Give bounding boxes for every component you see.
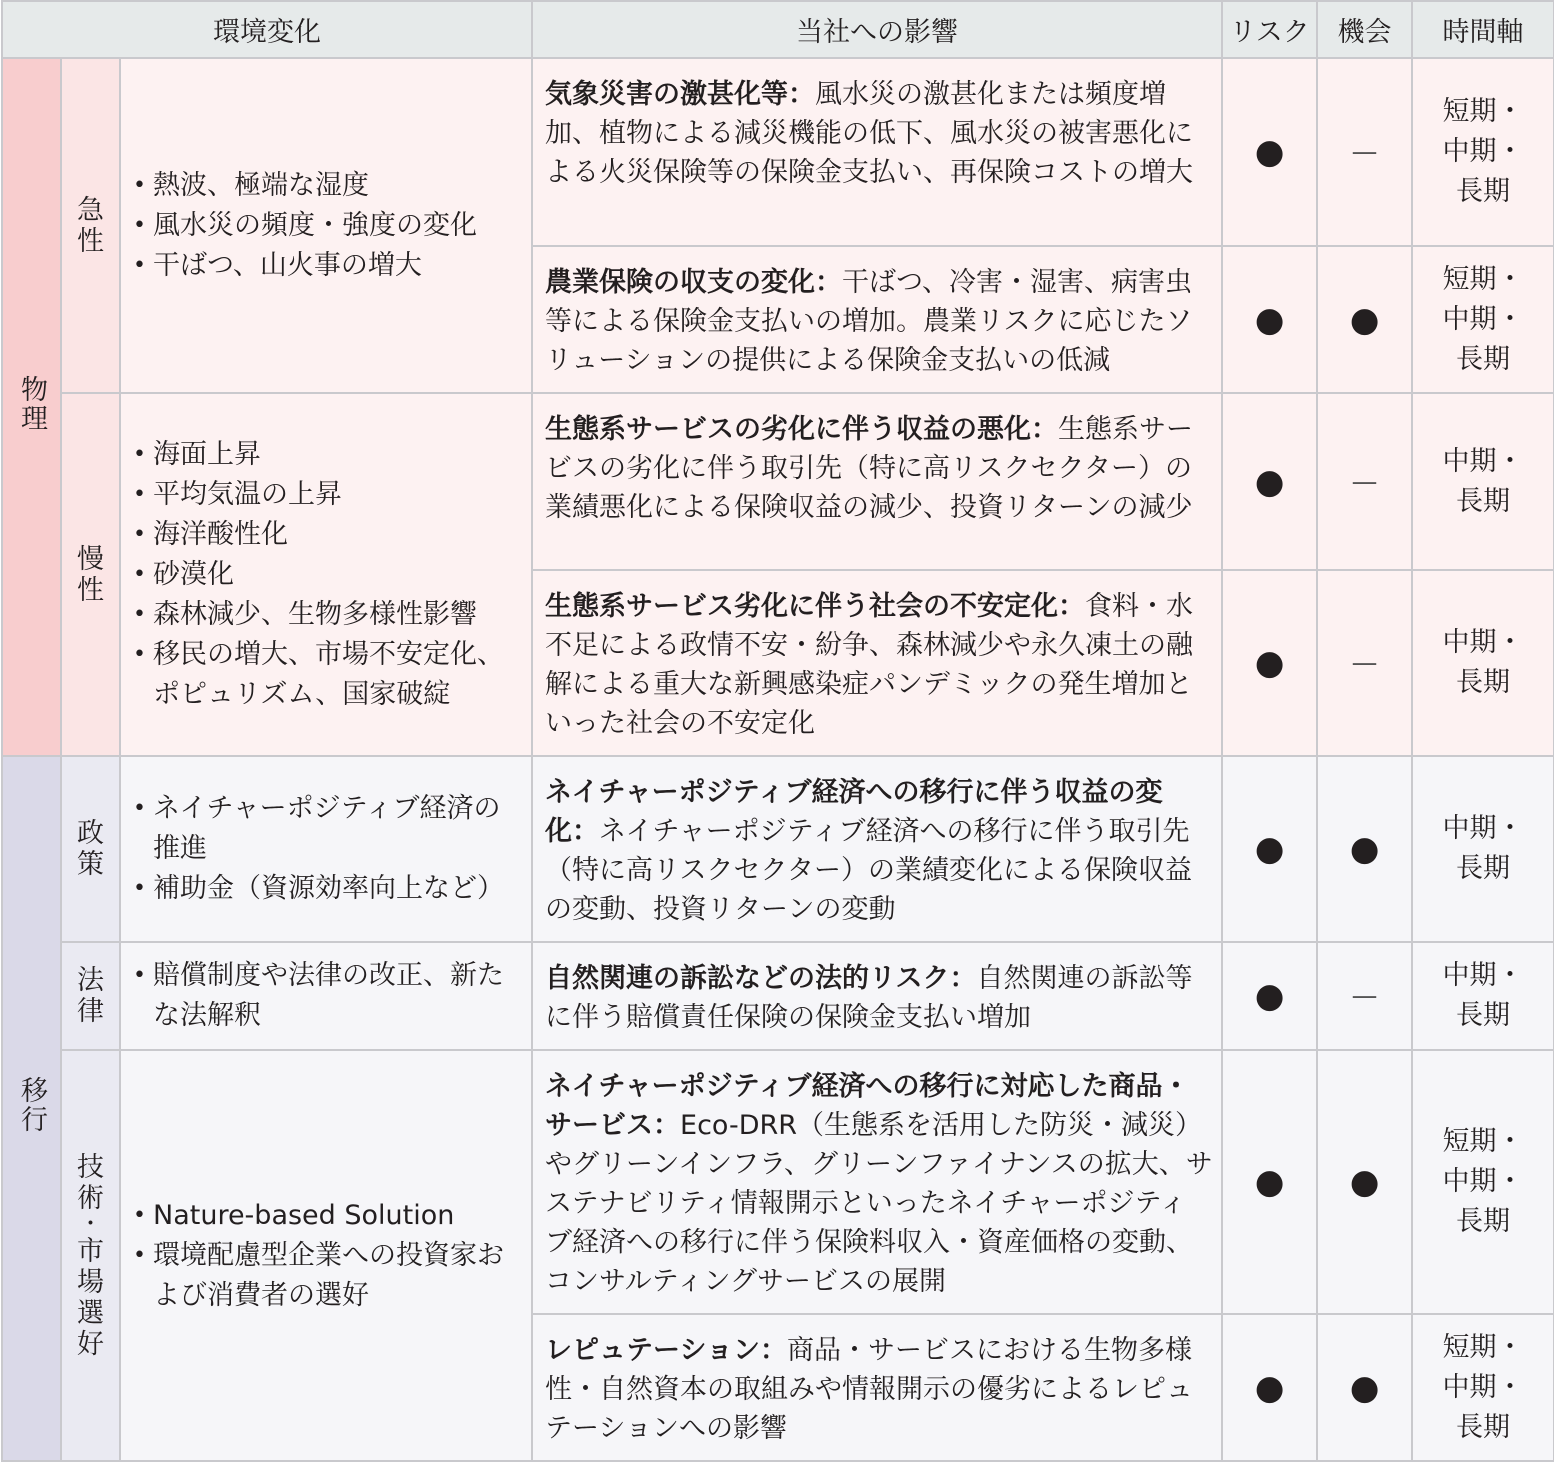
impact-text: 商品・サービスにおける生物多様性・自然資本の取組みや情報開示の優劣によるレピュテーションへの影響 [545, 1335, 1194, 1444]
list-item: • 風水災の頻度・強度の変化 [131, 206, 523, 246]
impact-title: ネイチャーポジティブ経済への移行に対応した商品・サービス： [545, 1071, 1190, 1141]
risk-mark: ● [1222, 1050, 1317, 1314]
opportunity-mark: ● [1317, 756, 1412, 942]
list-item: • 砂漠化 [131, 555, 523, 595]
list-item: • 干ばつ、山火事の増大 [131, 246, 523, 286]
list-item: • Nature-based Solution [131, 1196, 523, 1236]
timeframe-cell: 中期・ 長期 [1412, 570, 1554, 756]
impact-title: ネイチャーポジティブ経済への移行に伴う収益の変化： [545, 777, 1163, 847]
table-row [2, 756, 1554, 942]
list-item: • 補助金（資源効率向上など） [131, 869, 523, 909]
subcategory-acute: 急 性 [61, 58, 120, 393]
impact-text: 食料・水不足による政情不安・紛争、森林減少や永久凍土の融解による重大な新興感染症パンデミックの発生増加といった社会の不安定化 [545, 591, 1194, 739]
impact-cell [532, 942, 1222, 1050]
nature-risk-table [1, 0, 1554, 1462]
risk-mark: ● [1222, 246, 1317, 393]
impact-title: 生態系サービスの劣化に伴う収益の悪化： [545, 414, 1059, 445]
impact-title: 生態系サービス劣化に伴う社会の不安定化： [545, 591, 1086, 622]
env-list-legal [120, 942, 532, 1050]
risk-mark: ● [1222, 570, 1317, 756]
table-header-row [2, 1, 1554, 58]
header-risk: リスク [1222, 1, 1317, 58]
impact-text: 風水災の激甚化または頻度増加、植物による減災機能の低下、風水災の被害悪化による火災保険等の保険金支払い、再保険コストの増大 [545, 79, 1194, 188]
env-list-acute [120, 58, 532, 393]
list-item: • 平均気温の上昇 [131, 475, 523, 515]
table-row [2, 1050, 1554, 1314]
opportunity-mark: — [1317, 393, 1412, 570]
risk-mark: ● [1222, 1314, 1317, 1461]
list-item: • 森林減少、生物多様性影響 [131, 595, 523, 635]
category-transition: 移行 [2, 756, 61, 1461]
timeframe-cell: 中期・ 長期 [1412, 393, 1554, 570]
list-item: • 海面上昇 [131, 435, 523, 475]
impact-cell [532, 570, 1222, 756]
risk-mark: ● [1222, 756, 1317, 942]
opportunity-mark: — [1317, 570, 1412, 756]
impact-cell [532, 756, 1222, 942]
table-row [2, 393, 1554, 570]
table-row [2, 58, 1554, 246]
env-list-chronic [120, 393, 532, 756]
impact-cell [532, 58, 1222, 246]
impact-text: 干ばつ、冷害・湿害、病害虫等による保険金支払いの増加。農業リスクに応じたソリューションの提供による保険金支払いの低減 [545, 267, 1193, 376]
impact-text: Eco-DRR（生態系を活用した防災・減災）やグリーンインフラ、グリーンファイナンスの拡大、サステナビリティ情報開示といったネイチャーポジティブ経済への移行に伴う保険料収入・資産価格の変動、コンサルティングサービスの展開 [545, 1110, 1213, 1297]
header-env-change: 環境変化 [2, 1, 532, 58]
list-item: • 移民の増大、市場不安定化、ポピュリズム、国家破綻 [131, 635, 523, 715]
impact-text: 生態系サービスの劣化に伴う取引先（特に高リスクセクター）の業績悪化による保険収益の減少、投資リターンの減少 [545, 414, 1194, 523]
subcategory-legal: 法 律 [61, 942, 120, 1050]
list-item: • 海洋酸性化 [131, 515, 523, 555]
impact-cell [532, 1314, 1222, 1461]
risk-mark: ● [1222, 58, 1317, 246]
subcategory-policy: 政 策 [61, 756, 120, 942]
list-item: • 賠償制度や法律の改正、新たな法解釈 [131, 956, 523, 1036]
timeframe-cell: 短期・ 中期・ 長期 [1412, 246, 1554, 393]
impact-text: 自然関連の訴訟等に伴う賠償責任保険の保険金支払い増加 [545, 963, 1193, 1033]
subcategory-chronic: 慢 性 [61, 393, 120, 756]
impact-text: ネイチャーポジティブ経済への移行に伴う取引先（特に高リスクセクター）の業績変化による保険収益の変動、投資リターンの変動 [545, 816, 1192, 925]
risk-mark: ● [1222, 942, 1317, 1050]
table-row [2, 942, 1554, 1050]
category-physical: 物理 [2, 58, 61, 756]
impact-title: レピュテーション： [545, 1335, 787, 1366]
opportunity-mark: — [1317, 942, 1412, 1050]
list-item: • 環境配慮型企業への投資家および消費者の選好 [131, 1236, 523, 1316]
impact-cell [532, 1050, 1222, 1314]
risk-mark: ● [1222, 393, 1317, 570]
header-impact: 当社への影響 [532, 1, 1222, 58]
impact-cell [532, 393, 1222, 570]
env-list-policy [120, 756, 532, 942]
timeframe-cell: 短期・ 中期・ 長期 [1412, 58, 1554, 246]
impact-title: 自然関連の訴訟などの法的リスク： [545, 963, 977, 994]
timeframe-cell: 短期・ 中期・ 長期 [1412, 1314, 1554, 1461]
impact-title: 気象災害の激甚化等： [545, 79, 816, 110]
header-timeframe: 時間軸 [1412, 1, 1554, 58]
list-item: • 熱波、極端な湿度 [131, 166, 523, 206]
subcategory-tech-market: 技 術 ・ 市 場 選 好 [61, 1050, 120, 1461]
impact-cell [532, 246, 1222, 393]
header-opportunity: 機会 [1317, 1, 1412, 58]
opportunity-mark: ● [1317, 246, 1412, 393]
timeframe-cell: 短期・ 中期・ 長期 [1412, 1050, 1554, 1314]
opportunity-mark: ● [1317, 1050, 1412, 1314]
timeframe-cell: 中期・ 長期 [1412, 942, 1554, 1050]
opportunity-mark: — [1317, 58, 1412, 246]
timeframe-cell: 中期・ 長期 [1412, 756, 1554, 942]
impact-title: 農業保険の収支の変化： [545, 267, 843, 298]
env-list-tech-market [120, 1050, 532, 1461]
list-item: • ネイチャーポジティブ経済の推進 [131, 789, 523, 869]
opportunity-mark: ● [1317, 1314, 1412, 1461]
